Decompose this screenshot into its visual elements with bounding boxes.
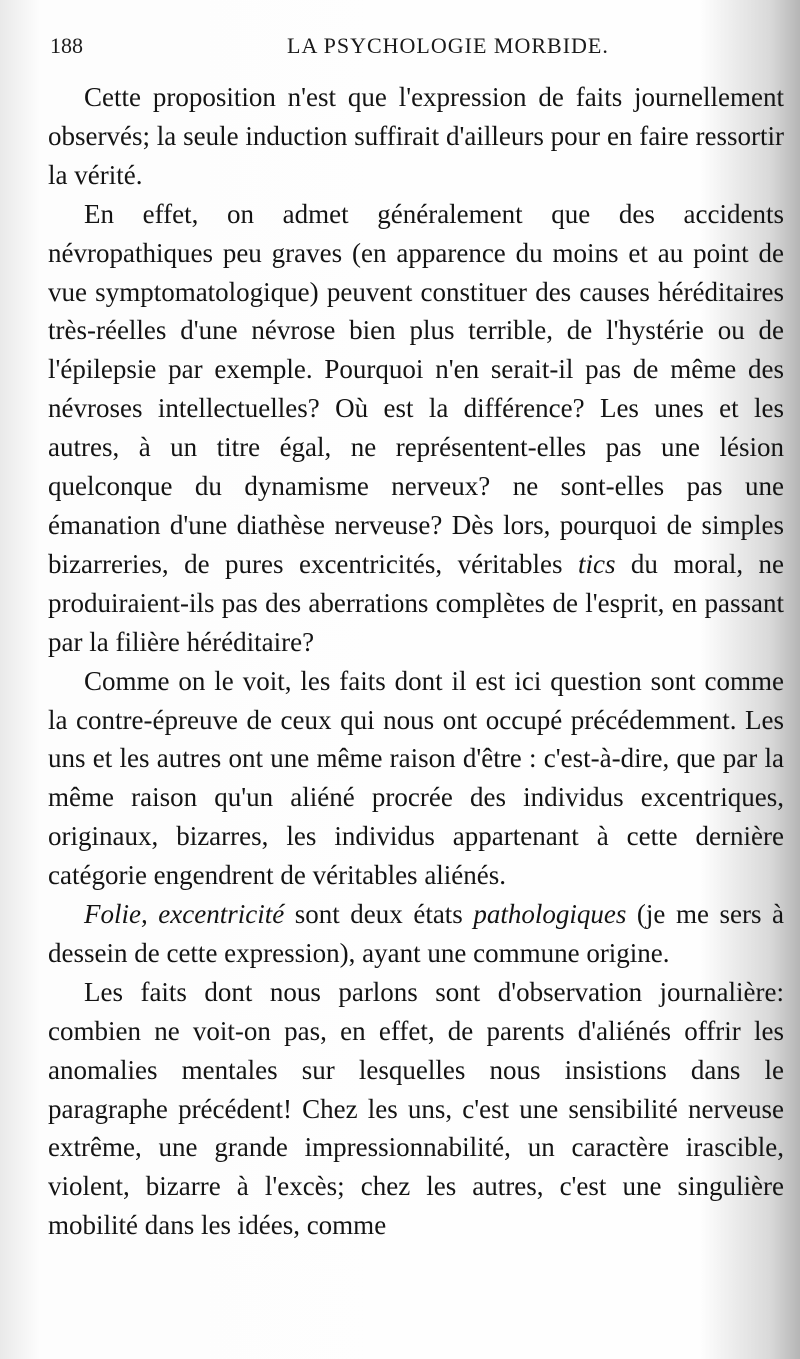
paragraph-5 bbox=[48, 973, 784, 1245]
paragraph-2-text: En effet, on admet généralement que des accidents névropathiques peu graves (en apparence du moins et au point de vue symptomatologique) peuvent constituer des causes héréditaires très-réelles d'une névrose bien plus terrible, de l'hystérie ou de l'épilepsie par exemple. Pourquoi n'en serait-il pas de même des névroses intellectuelles? Où est la différence? Les unes et les autres, à un titre égal, ne représentent-elles pas une lésion quelconque du dynamisme nerveux? ne sont-elles pas une émanation d'une diathèse nerveuse? Dès lors, pourquoi de simples bizarreries, de pures excentricités, véritables bbox=[48, 198, 784, 579]
paragraph-5-text: Les faits dont nous parlons sont d'observation journalière: combien ne voit-on pas, en effet, de parents d'aliénés offrir les anomalies mentales sur lesquelles nous insistions dans le paragraphe précédent! Chez les uns, c'est une sensibilité nerveuse extrême, une grande impressionnabilité, un caractère irascible, violent, bizarre à l'excès; chez les autres, c'est une singulière mobilité dans les idées, comme bbox=[48, 976, 784, 1241]
paragraph-3 bbox=[48, 662, 784, 895]
paragraph-2-text-after: du moral, ne produiraient-ils pas des aberrations complètes de l'esprit, en passant par la filière héréditaire? bbox=[48, 548, 784, 657]
page-number: 188 bbox=[50, 33, 83, 58]
italic-term-tics: tics bbox=[577, 548, 616, 579]
paragraph-2 bbox=[48, 195, 784, 662]
running-title: LA PSYCHOLOGIE MORBIDE. bbox=[287, 33, 609, 58]
italic-term-folie-excentricite: Folie, excentricité bbox=[84, 899, 285, 930]
body-text bbox=[48, 78, 784, 1245]
italic-term-pathologiques: pathologiques bbox=[473, 899, 627, 930]
paragraph-1-text: Cette proposition n'est que l'expression de faits journellement observés; la seule induction suffirait d'ailleurs pour en faire ressortir la vérité. bbox=[48, 82, 784, 190]
paragraph-4-text: sont deux états bbox=[284, 899, 474, 930]
paragraph-4-text-after: (je me sers à dessein de cette expression), ayant une commune origine. bbox=[48, 899, 784, 968]
running-head bbox=[50, 30, 790, 70]
paragraph-4 bbox=[48, 895, 784, 973]
paragraph-1 bbox=[48, 78, 784, 195]
paragraph-3-text: Comme on le voit, les faits dont il est ici question sont comme la contre-épreuve de ceux qui nous ont occupé précédemment. Les uns et les autres ont une même raison d'être : c'est-à-dire, que par la même raison qu'un aliéné procrée des individus excentriques, originaux, bizarres, les individus appartenant à cette dernière catégorie engendrent de véritables aliénés. bbox=[48, 665, 784, 891]
